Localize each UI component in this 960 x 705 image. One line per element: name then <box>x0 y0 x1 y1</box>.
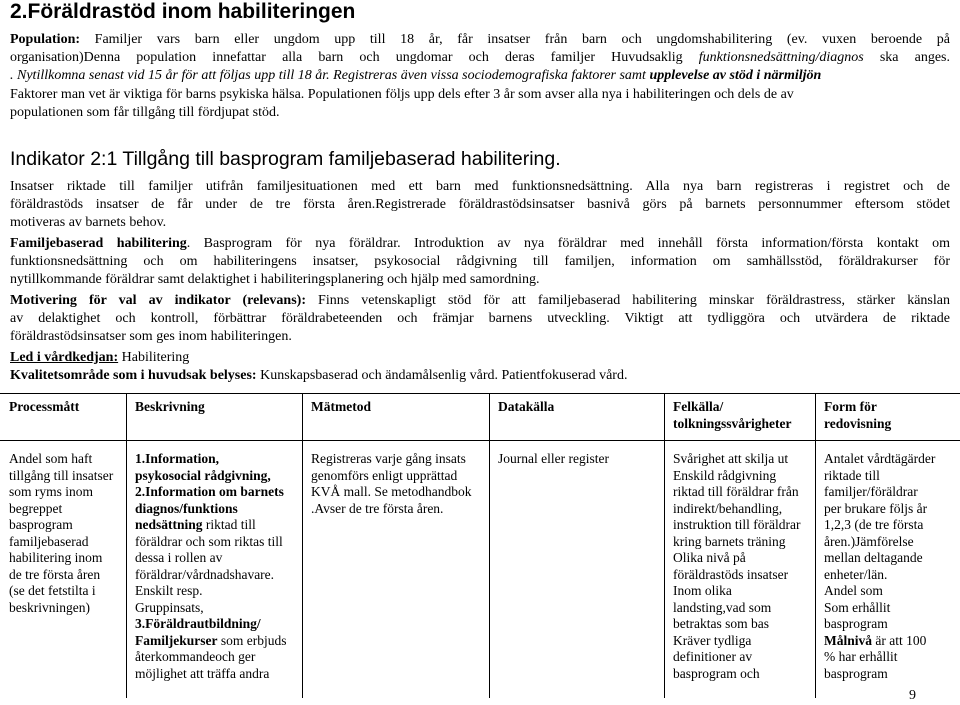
cell-line: dessa i rollen av <box>135 550 223 565</box>
cell-line: 1,2,3 (de tre första <box>824 517 924 532</box>
cell-line: Svårighet att skilja ut <box>673 451 789 466</box>
insatser-line-3: motiveras av barnets behov. <box>10 215 167 230</box>
cell-line: Enskild rådgivning <box>673 467 777 483</box>
cell-line: Enskilt resp. <box>135 583 203 598</box>
cell-line: familjer/föräldrar <box>824 484 918 499</box>
cell-line: Andel som haft <box>9 451 93 466</box>
cell-line: basprogram <box>824 616 888 631</box>
cell-line: KVÅ mall. Se metodhandbok <box>311 484 472 499</box>
population-line-3: . Nytillkomna senast vid 15 år för att följas upp till 18 år. Registreras även vissa sociodemografiska faktorer samt upplevelse av stöd i närmiljön <box>10 68 822 83</box>
cell-line: basprogram <box>9 517 73 532</box>
cell-line: föräldrar/vårdnadshavare. <box>135 566 275 582</box>
cell-line: åren.)Jämförelse <box>824 533 914 549</box>
cell-line: kring barnets träning <box>673 533 786 549</box>
header-processmatt: Processmått <box>9 399 80 414</box>
cell-form <box>824 451 935 682</box>
page-number: 9 <box>909 688 916 703</box>
indicator-table <box>0 393 960 698</box>
cell-line: mellan deltagande <box>824 550 923 565</box>
cell-datakalla <box>498 451 609 468</box>
vardkedja-line: Led i vårdkedjan: Habilitering <box>10 350 190 365</box>
cell-line: Registreras varje gång insats <box>311 451 466 466</box>
cell-line: betraktas som bas <box>673 616 769 631</box>
cell-line: möjlighet att träffa andra <box>135 665 270 681</box>
table-divider <box>664 393 665 698</box>
cell-line: diagnos/funktions <box>135 500 238 516</box>
cell-line: de tre första åren <box>9 566 101 582</box>
table-divider <box>302 393 303 698</box>
insatser-line-2: föräldrastöds insatser de får under de tre första åren.Registrerade föräldrastödsinsatser basnivå görs på barnets personnummer eftersom stödet <box>10 197 950 212</box>
cell-processmatt <box>9 451 113 616</box>
cell-line: habilitering inom <box>9 550 103 565</box>
table-divider <box>126 393 127 698</box>
header-felkalla: Felkälla/ tolkningssvårigheter <box>673 399 792 431</box>
cell-line: 3.Föräldrautbildning/ <box>135 616 261 631</box>
table-divider <box>489 393 490 698</box>
cell-line: instruktion till föräldrar <box>673 517 801 532</box>
cell-line: landsting,vad som <box>673 599 772 615</box>
cell-line: basprogram och <box>673 665 760 681</box>
table-rule-top <box>0 393 960 394</box>
cell-line: Inom olika <box>673 583 732 598</box>
section-heading: 2.Föräldrastöd inom habiliteringen <box>10 0 356 23</box>
population-line-4: Faktorer man vet är viktiga för barns psykiska hälsa. Populationen följs upp dels efter 3 år som avser alla nya i habiliteringen och dels de av <box>10 87 794 102</box>
table-rule-header <box>0 440 960 441</box>
cell-line: föräldrar och som riktas till <box>135 533 283 549</box>
cell-line: Olika nivå på <box>673 550 746 565</box>
cell-beskrivning <box>135 451 286 682</box>
header-matmetod: Mätmetod <box>311 399 371 414</box>
cell-line: definitioner av <box>673 649 753 664</box>
header-form: Form för redovisning <box>824 399 892 431</box>
cell-line: 2.Information om barnets <box>135 484 284 499</box>
cell-line: (se det fetstilta i <box>9 583 96 598</box>
cell-line: tillgång till insatser <box>9 467 114 483</box>
cell-line: Andel som <box>824 583 883 598</box>
cell-line: 1.Information, <box>135 451 219 466</box>
cell-line: Som erhållit <box>824 599 891 615</box>
header-beskrivning: Beskrivning <box>135 399 205 414</box>
insatser-line-1: Insatser riktade till familjer utifrån familjesituationen med ett barn med funktionsnedsättning. Alla nya barn registreras i registret och de <box>10 179 950 194</box>
cell-line: .Avser de tre första åren. <box>311 500 444 516</box>
table-divider <box>815 393 816 698</box>
familjebaserad-line-1: Familjebaserad habilitering. Basprogram för nya föräldrar. Introduktion av nya föräldrar med innehåll första information/första kontakt om <box>10 236 950 251</box>
cell-felkalla <box>673 451 800 682</box>
indicator-heading: Indikator 2:1 Tillgång till basprogram familjebaserad habilitering. <box>10 148 561 170</box>
population-line-5: populationen som får tillgång till fördjupat stöd. <box>10 105 280 120</box>
cell-line: som ryms inom <box>9 484 94 499</box>
cell-line: Gruppinsats, <box>135 599 204 615</box>
motivering-line-2: av delaktighet och kontroll, förbättrar föräldrabeteenden och främjar barnens utveckling. Viktigt att tydliggöra och utvärdera de riktade <box>10 311 950 326</box>
cell-line: basprogram <box>824 665 888 681</box>
cell-line: indirekt/behandling, <box>673 500 783 516</box>
cell-line: genomförs enligt upprättad <box>311 467 458 483</box>
population-line-1: Population: Familjer vars barn eller ungdom upp till 18 år, får insatser från barn och ungdomshabilitering (ev. vuxen beroende på <box>10 32 950 47</box>
cell-line: riktad till föräldrar från <box>673 484 799 499</box>
motivering-line-3: föräldrastödsinsatser som ges inom habiliteringen. <box>10 329 292 344</box>
header-datakalla: Datakälla <box>498 399 555 414</box>
population-line-2: organisation)Denna population innefattar alla barn och ungdomar och deras familjer Huvudsaklig funktionsnedsättning/diagnos ska anges. <box>10 50 950 65</box>
familjebaserad-line-2: funktionsnedsättning och om habiliteringens insatser, psykosocial rådgivning till familjen, information om samhällsstöd, föräldrakurser för <box>10 254 950 269</box>
cell-line: begreppet <box>9 500 63 516</box>
kvalitetsomrade-line: Kvalitetsområde som i huvudsak belyses: Kunskapsbaserad och ändamålsenlig vård. Patientfokuserad vård. <box>10 368 628 383</box>
motivering-line-1: Motivering för val av indikator (relevans): Finns vetenskapligt stöd för att familjebaserad habilitering minskar föräldrastress, stärker känslan <box>10 293 950 308</box>
cell-line: Journal eller register <box>498 451 609 466</box>
cell-line: familjebaserad <box>9 533 89 549</box>
cell-line: återkommandeoch ger <box>135 649 256 664</box>
cell-line: Målnivå är att 100 <box>824 632 927 648</box>
cell-line: beskrivningen) <box>9 599 90 615</box>
cell-line: föräldrastöds insatser <box>673 566 789 582</box>
cell-line: per brukare följs år <box>824 500 928 516</box>
cell-line: Familjekurser som erbjuds <box>135 632 287 648</box>
cell-line: Antalet vårdtägärder <box>824 451 936 466</box>
cell-line: nedsättning riktad till <box>135 517 256 532</box>
cell-matmetod <box>311 451 471 517</box>
cell-line: riktade till <box>824 467 880 483</box>
familjebaserad-line-3: nytillkommande föräldrar samt delaktighet i habiliteringsplanering och hjälp med samordning. <box>10 272 540 287</box>
cell-line: Kräver tydliga <box>673 632 752 648</box>
cell-line: enheter/län. <box>824 566 888 582</box>
cell-line: % har erhållit <box>824 649 898 664</box>
cell-line: psykosocial rådgivning, <box>135 467 271 483</box>
